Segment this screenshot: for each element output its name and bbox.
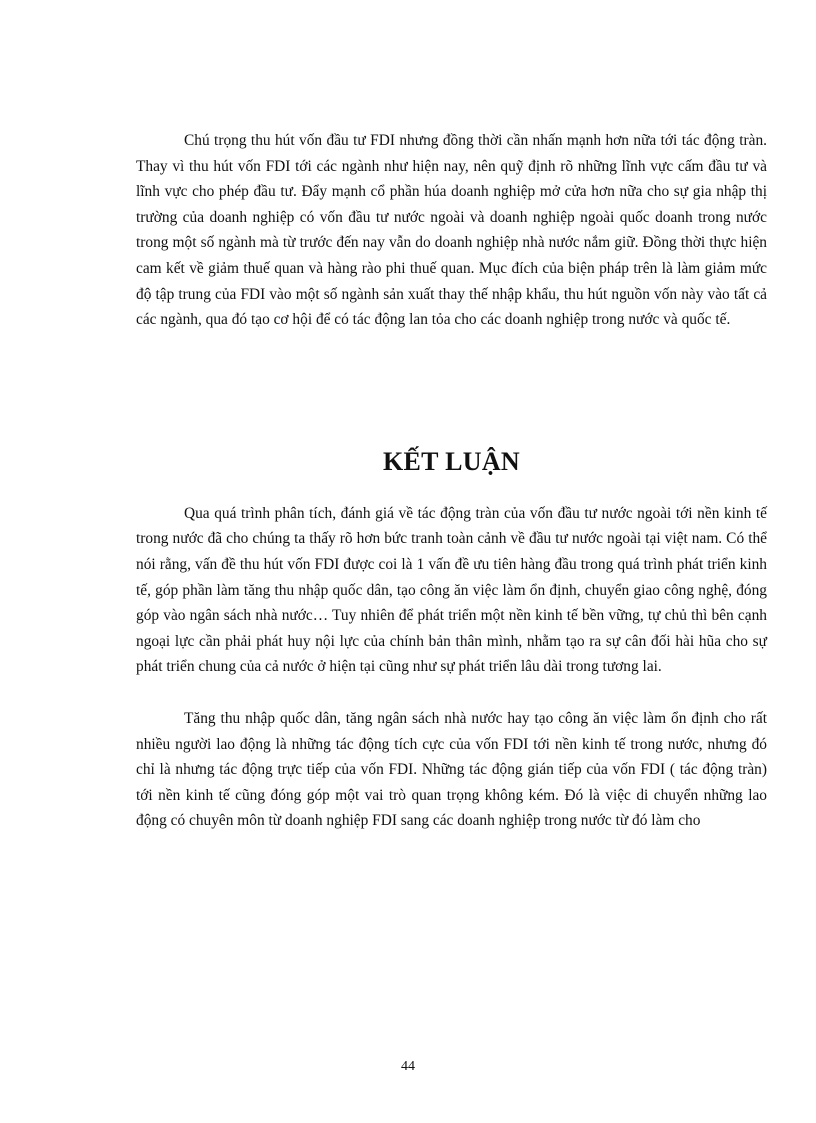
page-number: 44 xyxy=(401,1059,415,1074)
paragraph-conclusion-intro: Qua quá trình phân tích, đánh giá về tác động tràn của vốn đầu tư nước ngoài tới nền kinh tế trong nước đã cho chúng ta thấy rõ hơn bức tranh toàn cảnh về đầu tư nước ngoài tại việt nam. Có thể nói rằng, vấn đề thu hút vốn FDI được coi là 1 vấn đề ưu tiên hàng đầu trong quá trình phát triển kinh tế, góp phần làm tăng thu nhập quốc dân, tạo công ăn việc làm ổn định, chuyển giao công nghệ, đóng góp vào ngân sách nhà nước… Tuy nhiên để phát triển một nền kinh tế bền vững, tự chủ thì bên cạnh ngoại lực cần phải phát huy nội lực của chính bản thân mình, nhằm tạo ra sự cân đối hài hũa cho sự phát triển chung của cả nước ở hiện tại cũng như sự phát triển lâu dài trong tương lai. xyxy=(136,504,767,676)
paragraph-fdi-recommendation: Chú trọng thu hút vốn đầu tư FDI nhưng đồng thời cần nhấn mạnh hơn nữa tới tác động tràn. Thay vì thu hút vốn FDI tới các ngành như hiện nay, nên quỹ định rõ những lĩnh vực cấm đầu tư và lĩnh vực cho phép đầu tư. Đẩy mạnh cổ phần húa doanh nghiệp mở cửa hơn nữa cho sự gia nhập thị trường của doanh nghiệp có vốn đầu tư nước ngoài và doanh nghiệp ngoài quốc doanh trong nước trong một số ngành mà từ trước đến nay vẫn do doanh nghiệp nhà nước nắm giữ. Đồng thời thực hiện cam kết về giảm thuế quan và hàng rào phi thuế quan. Mục đích của biện pháp trên là làm giảm mức độ tập trung của FDI vào một số ngành sản xuất thay thế nhập khẩu, thu hút nguồn vốn này vào tất cả các ngành, qua đó tạo cơ hội để có tác động lan tỏa cho các doanh nghiệp trong nước và quốc tế. xyxy=(136,132,767,329)
paragraph-indirect-effects: Tăng thu nhập quốc dân, tăng ngân sách nhà nước hay tạo công ăn việc làm ổn định cho rất nhiều người lao động là những tác động tích cực của vốn FDI tới nền kinh tế trong nước, nhưng đó chỉ là nhưng tác động trực tiếp của vốn FDI. Những tác động gián tiếp của vốn FDI ( tác động tràn) tới nền kinh tế cũng đóng góp một vai trò quan trọng không kém. Đó là việc di chuyển những lao động có chuyên môn từ doanh nghiệp FDI sang các doanh nghiệp trong nước từ đó làm cho xyxy=(136,709,767,830)
page-content xyxy=(136,128,767,834)
section-heading-conclusion: KẾT LUẬN xyxy=(382,446,520,476)
